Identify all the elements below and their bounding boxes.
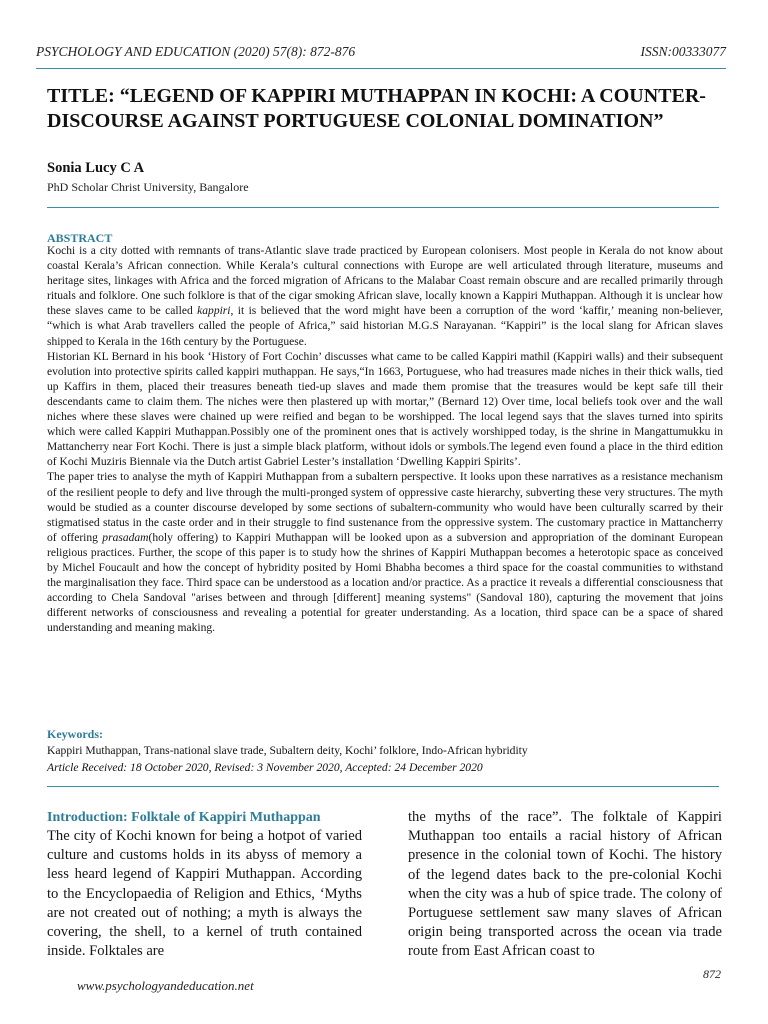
- paper-title: TITLE: “LEGEND OF KAPPIRI MUTHAPPAN IN KOCHI: A COUNTER-DISCOURSE AGAINST PORTUGUESE COLONIAL DOMINATION”: [47, 85, 706, 132]
- author-name: Sonia Lucy C A: [47, 160, 145, 176]
- journal-citation: PSYCHOLOGY AND EDUCATION (2020) 57(8): 872-876: [36, 44, 356, 59]
- keywords-heading: Keywords:: [47, 727, 103, 741]
- article-dates: Article Received: 18 October 2020, Revised: 3 November 2020, Accepted: 24 December 2020: [47, 761, 483, 774]
- abstract-paragraph-1: Kochi is a city dotted with remnants of trans-Atlantic slave trade practiced by European colonisers. Most people in Kerala do not know about coastal Kerala’s African connection. While Kerala’s cultural connections with Europe are well articulated through literature, museums and heritage sites, linkages with Africa and the forced migration of Africans to the Malabar Coast remain obscure and are recalled primarily through rituals and folklore. One such folklore is that of the cigar smoking African slave, locally known a Kappiri Muthappan. Although it is unclear how these slaves came to be called kappiri, it is believed that the word might have been a corruption of the word ‘kaffir,’ meaning non-believer, “which is what Arab travellers called the people of Africa,” said historian M.G.S Narayanan. “Kappiri” is the local slang for African slaves shipped to Kerala in the 16th century by the Portuguese.: [47, 245, 723, 348]
- author-affiliation: PhD Scholar Christ University, Bangalore: [47, 180, 249, 194]
- abstract-heading: ABSTRACT: [47, 231, 113, 245]
- header-divider: [36, 68, 726, 69]
- page-number: 872: [703, 967, 721, 981]
- introduction-heading: Introduction: Folktale of Kappiri Muthappan: [47, 810, 321, 825]
- abstract-body: [47, 244, 723, 636]
- issn: ISSN:00333077: [640, 44, 726, 59]
- abstract-paragraph-2: Historian KL Bernard in his book ‘History of Fort Cochin’ discusses what came to be called Kappiri mathil (Kappiri walls) and their subsequent evolution into protective spirits called kappiri muthappan. He says,“In 1663, Portuguese, who had treasures made niches in their thick walls, tied up Kaffirs in them, placed their treasures beneath tied-up slaves and made them promise that the treasures would be kept safe till their descendants came to claim them. The niches were then plastered up with mortar,” (Bernard 12) Over time, local beliefs took over and the wall niches where these slaves were chained up were reified and began to be worshipped. The local legend says that the slaves turned into spirits which were called Kappiri Muthappan.Possibly one of the prominent ones that is actively worshipped today, is the shrine in Mangattumukku in Mattancherry near Fort Kochi. There is just a simple black platform, without idols or symbols.The legend even found a place in the third edition of Kochi Muziris Biennale via the Dutch artist Gabriel Lester’s installation ‘Dwelling Kappiri Spirits’.: [47, 350, 723, 469]
- journal-header: [36, 44, 726, 60]
- abstract-paragraph-3: The paper tries to analyse the myth of Kappiri Muthappan from a subaltern perspective. It looks upon these narratives as a resistance mechanism of the resilient people to defy and live through the multi-pronged system of oppressive caste hierarchy, subverting these very structures. The myth would be studied as a counter discourse developed by some sections of subaltern-community who would have been culturally scarred by their stigmatised status in the caste order and in their struggle to find sustenance from the oppressive system. The customary practice in Mattancherry of offering prasadam(holy offering) to Kappiri Muthappan will be looked upon as a subversion and appropriation of the dominant European religious practices. Further, the scope of this paper is to study how the shrines of Kappiri Muthappan becomes a heterotopic space as conceived by Michel Foucault and how the concept of hybridity posited by Homi Bhabha becomes a third space for the coastal communities to withstand the marginalisation they face. Third space can be understood as a location and/or practice. As a practice it reveals a differential consciousness that according to Chela Sandoval "arises between and through [different] meaning systems" (Sandoval 180), capturing the movement that joins different networks of consciousness and revealing a potential for greater understanding. As a location, third space can be a space of shared understanding and meaning making.: [47, 471, 723, 635]
- introduction-left-text: The city of Kochi known for being a hotpot of varied culture and customs holds in its abyss of memory a less heard legend of Kappiri Muthappan. According to the Encyclopaedia of Religion and Ethics, ‘Myths are not created out of nothing; a myth is always the covering, the shell, to a kernel of truth contained inside. Folktales are: [47, 828, 362, 960]
- left-column: [47, 810, 362, 961]
- journal-website-link[interactable]: www.psychologyandeducation.net: [77, 978, 254, 993]
- introduction-right-text: the myths of the race”. The folktale of Kappiri Muthappan too entails a racial history of African presence in the colonial town of Kochi. The history of the legend dates back to the pre-colonial Kochi when the city was a hub of spice trade. The colony of Portuguese settlement saw many slaves of African origin being transported across the ocean via trade route from East African coast to: [408, 809, 722, 960]
- keywords-list: Kappiri Muthappan, Trans-national slave trade, Subaltern deity, Kochi’ folklore, Indo-African hybridity: [47, 744, 528, 757]
- keywords-divider: [47, 786, 719, 787]
- title-divider: [47, 207, 719, 208]
- right-column: [408, 808, 722, 962]
